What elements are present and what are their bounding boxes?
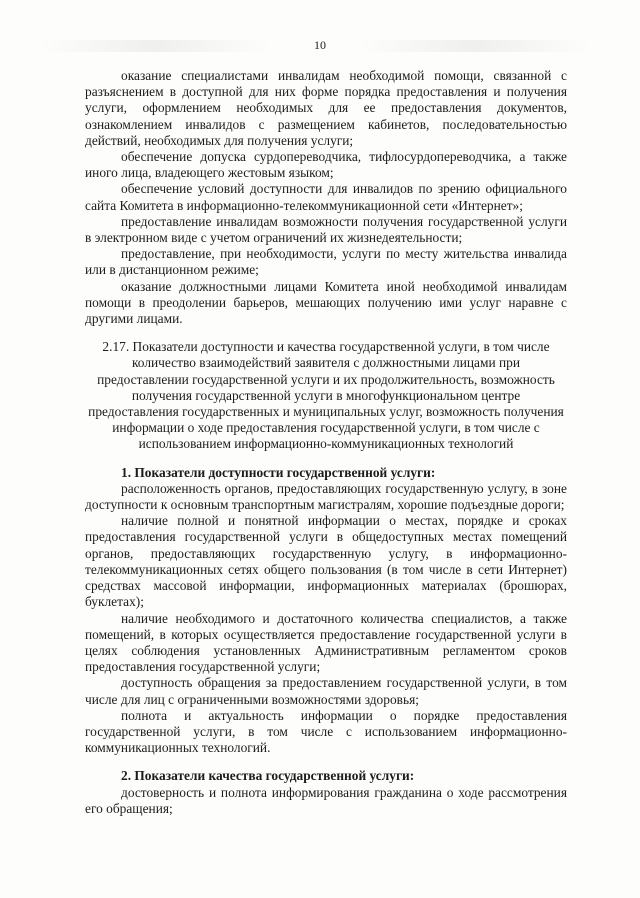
paragraph: полнота и актуальность информации о порядке предоставления государственной услуги, в том числе с использованием информационно-коммуникационных технологий. [85, 707, 567, 756]
paragraph: оказание специалистами инвалидам необходимой помощи, связанной с разъяснением в доступной для них форме порядка предоставления и получения услуги, оформлением необходимых для ее предоставления документов, ознакомлением инвалидов с размещением кабинетов, последовательностью действий, необходимых для получения услуги; [85, 68, 567, 148]
paragraph: расположенность органов, предоставляющих государственную услугу, в зоне доступности к основным транспортным магистралям, хорошие подъездные дороги; [85, 480, 567, 513]
paragraph: наличие необходимого и достаточного количества специалистов, а также помещений, в которых осуществляется предоставление государственной услуги в целях соблюдения установленных Административным регламентом сроков предоставления государственной услуги; [85, 610, 567, 675]
paragraph: предоставление инвалидам возможности получения государственной услуги в электронном виде с учетом ограничений их жизнедеятельности; [85, 213, 567, 246]
page-number: 10 [314, 38, 326, 52]
paragraph: обеспечение условий доступности для инвалидов по зрению официального сайта Комитета в информационно-телекоммуникационной сети «Интернет»; [85, 181, 567, 213]
section-title: 2.17. Показатели доступности и качества государственной услуги, в том числе количество взаимодействий заявителя с должностными лицами при предоставлении государственной услуги и их продолжительность, возможность получения государственной услуги в многофункциональном центре предоставления государственных и муниципальных услуг, возможность получения информации о ходе предоставления государственной услуги, в том числе с использованием информационно-коммуникационных технологий [88, 339, 564, 452]
subsection-heading: 1. Показатели доступности государственной услуги: [121, 464, 436, 480]
subsection-heading: 2. Показатели качества государственной услуги: [121, 768, 415, 784]
document-body [85, 68, 567, 817]
paragraph: достоверность и полнота информирования гражданина о ходе рассмотрения его обращения; [85, 784, 567, 816]
paragraph: предоставление, при необходимости, услуги по месту жительства инвалида или в дистанционном режиме; [85, 246, 567, 278]
paragraph: наличие полной и понятной информации о местах, порядке и сроках предоставления государственной услуги в общедоступных местах помещений органов, предоставляющих государственную услугу, в информационно-телекоммуникационных сетях общего пользования (в том числе в сети Интернет) средствах массовой информации, информационных материалах (брошюрах, буклетах); [85, 513, 567, 610]
paragraph: обеспечение допуска сурдопереводчика, тифлосурдопереводчика, а также иного лица, владеющего жестовым языком; [85, 149, 567, 181]
paragraph: оказание должностными лицами Комитета иной необходимой инвалидам помощи в преодолении барьеров, мешающих получению ими услуг наравне с другими лицами. [85, 278, 567, 327]
paragraph: доступность обращения за предоставлением государственной услуги, в том числе для лиц с ограниченными возможностями здоровья; [85, 675, 567, 707]
